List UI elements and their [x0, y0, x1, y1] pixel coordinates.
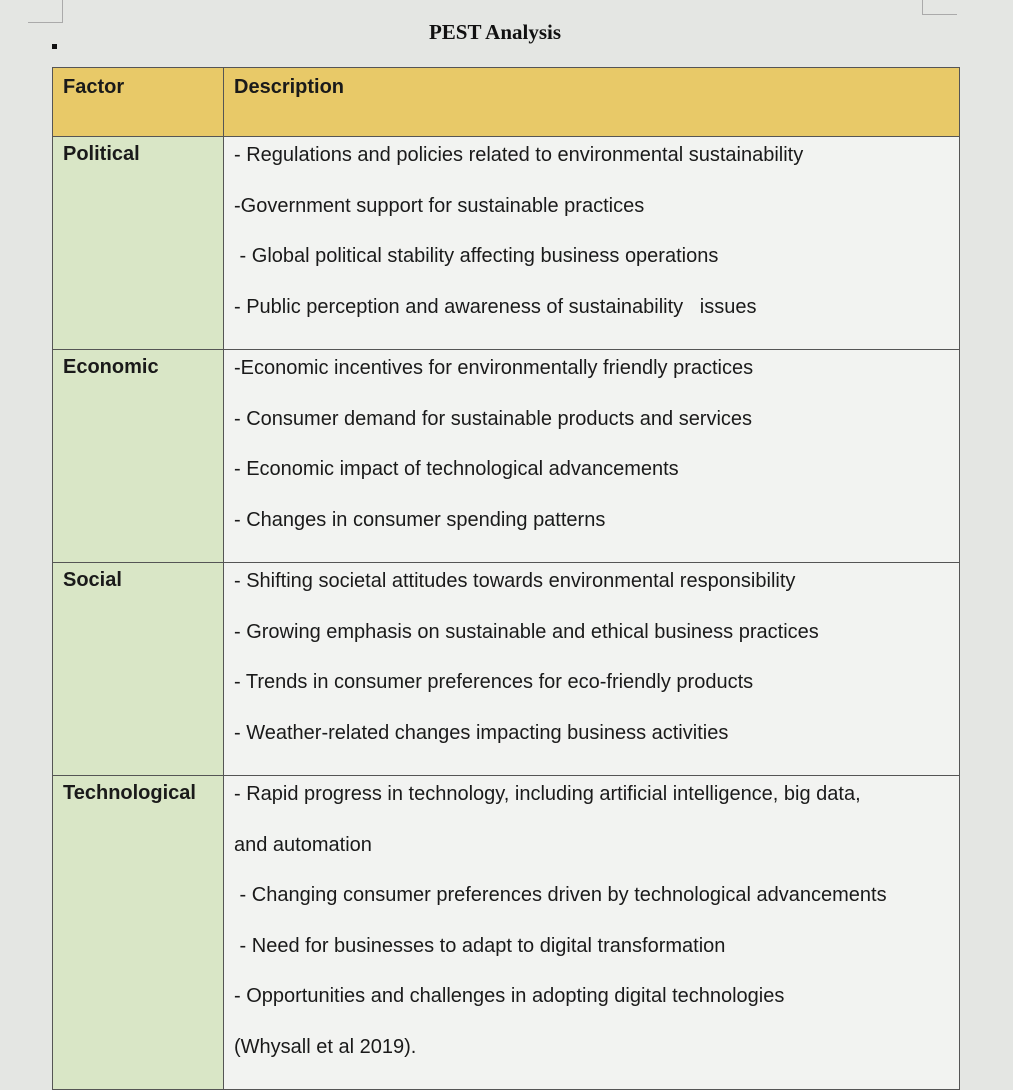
- description-cell: [224, 137, 960, 350]
- page-corner-mark: [922, 0, 957, 15]
- description-line: - Global political stability affecting business operations: [234, 245, 719, 267]
- header-factor: Factor: [53, 68, 224, 137]
- description-line: - Rapid progress in technology, including artificial intelligence, big data,: [234, 783, 861, 805]
- description-cell: [224, 776, 960, 1090]
- pest-table: [52, 67, 960, 1090]
- description-line: - Weather-related changes impacting business activities: [234, 721, 729, 744]
- description-cell: [224, 563, 960, 776]
- table-row: [53, 137, 960, 350]
- description-line: - Economic impact of technological advancements: [234, 458, 679, 480]
- factor-cell: Economic: [53, 350, 224, 563]
- header-description: Description: [224, 68, 960, 137]
- description-line: -Government support for sustainable practices: [234, 194, 645, 217]
- description-line: and automation: [234, 833, 372, 856]
- description-line: - Public perception and awareness of sustainability issues: [234, 295, 757, 318]
- table-row: [53, 563, 960, 776]
- table-row: [53, 776, 960, 1090]
- description-line: - Need for businesses to adapt to digital transformation: [234, 934, 726, 957]
- description-line: - Growing emphasis on sustainable and ethical business practices: [234, 620, 819, 643]
- description-line: - Opportunities and challenges in adopting digital technologies: [234, 985, 785, 1007]
- description-line: - Changing consumer preferences driven by technological advancements: [234, 884, 887, 906]
- description-line: (Whysall et al 2019).: [234, 1035, 417, 1058]
- document-title: PEST Analysis: [428, 20, 562, 44]
- description-cell: [224, 350, 960, 563]
- factor-cell: Social: [53, 563, 224, 776]
- description-line: - Regulations and policies related to environmental sustainability: [234, 144, 804, 166]
- factor-cell: Technological: [53, 776, 224, 1090]
- table-header-row: [53, 68, 960, 137]
- description-line: - Consumer demand for sustainable products and services: [234, 407, 753, 430]
- description-line: - Shifting societal attitudes towards environmental responsibility: [234, 570, 796, 592]
- factor-cell: Political: [53, 137, 224, 350]
- description-line: - Trends in consumer preferences for eco-friendly products: [234, 671, 754, 693]
- description-line: - Changes in consumer spending patterns: [234, 508, 606, 531]
- table-row: [53, 350, 960, 563]
- description-line: -Economic incentives for environmentally friendly practices: [234, 357, 754, 379]
